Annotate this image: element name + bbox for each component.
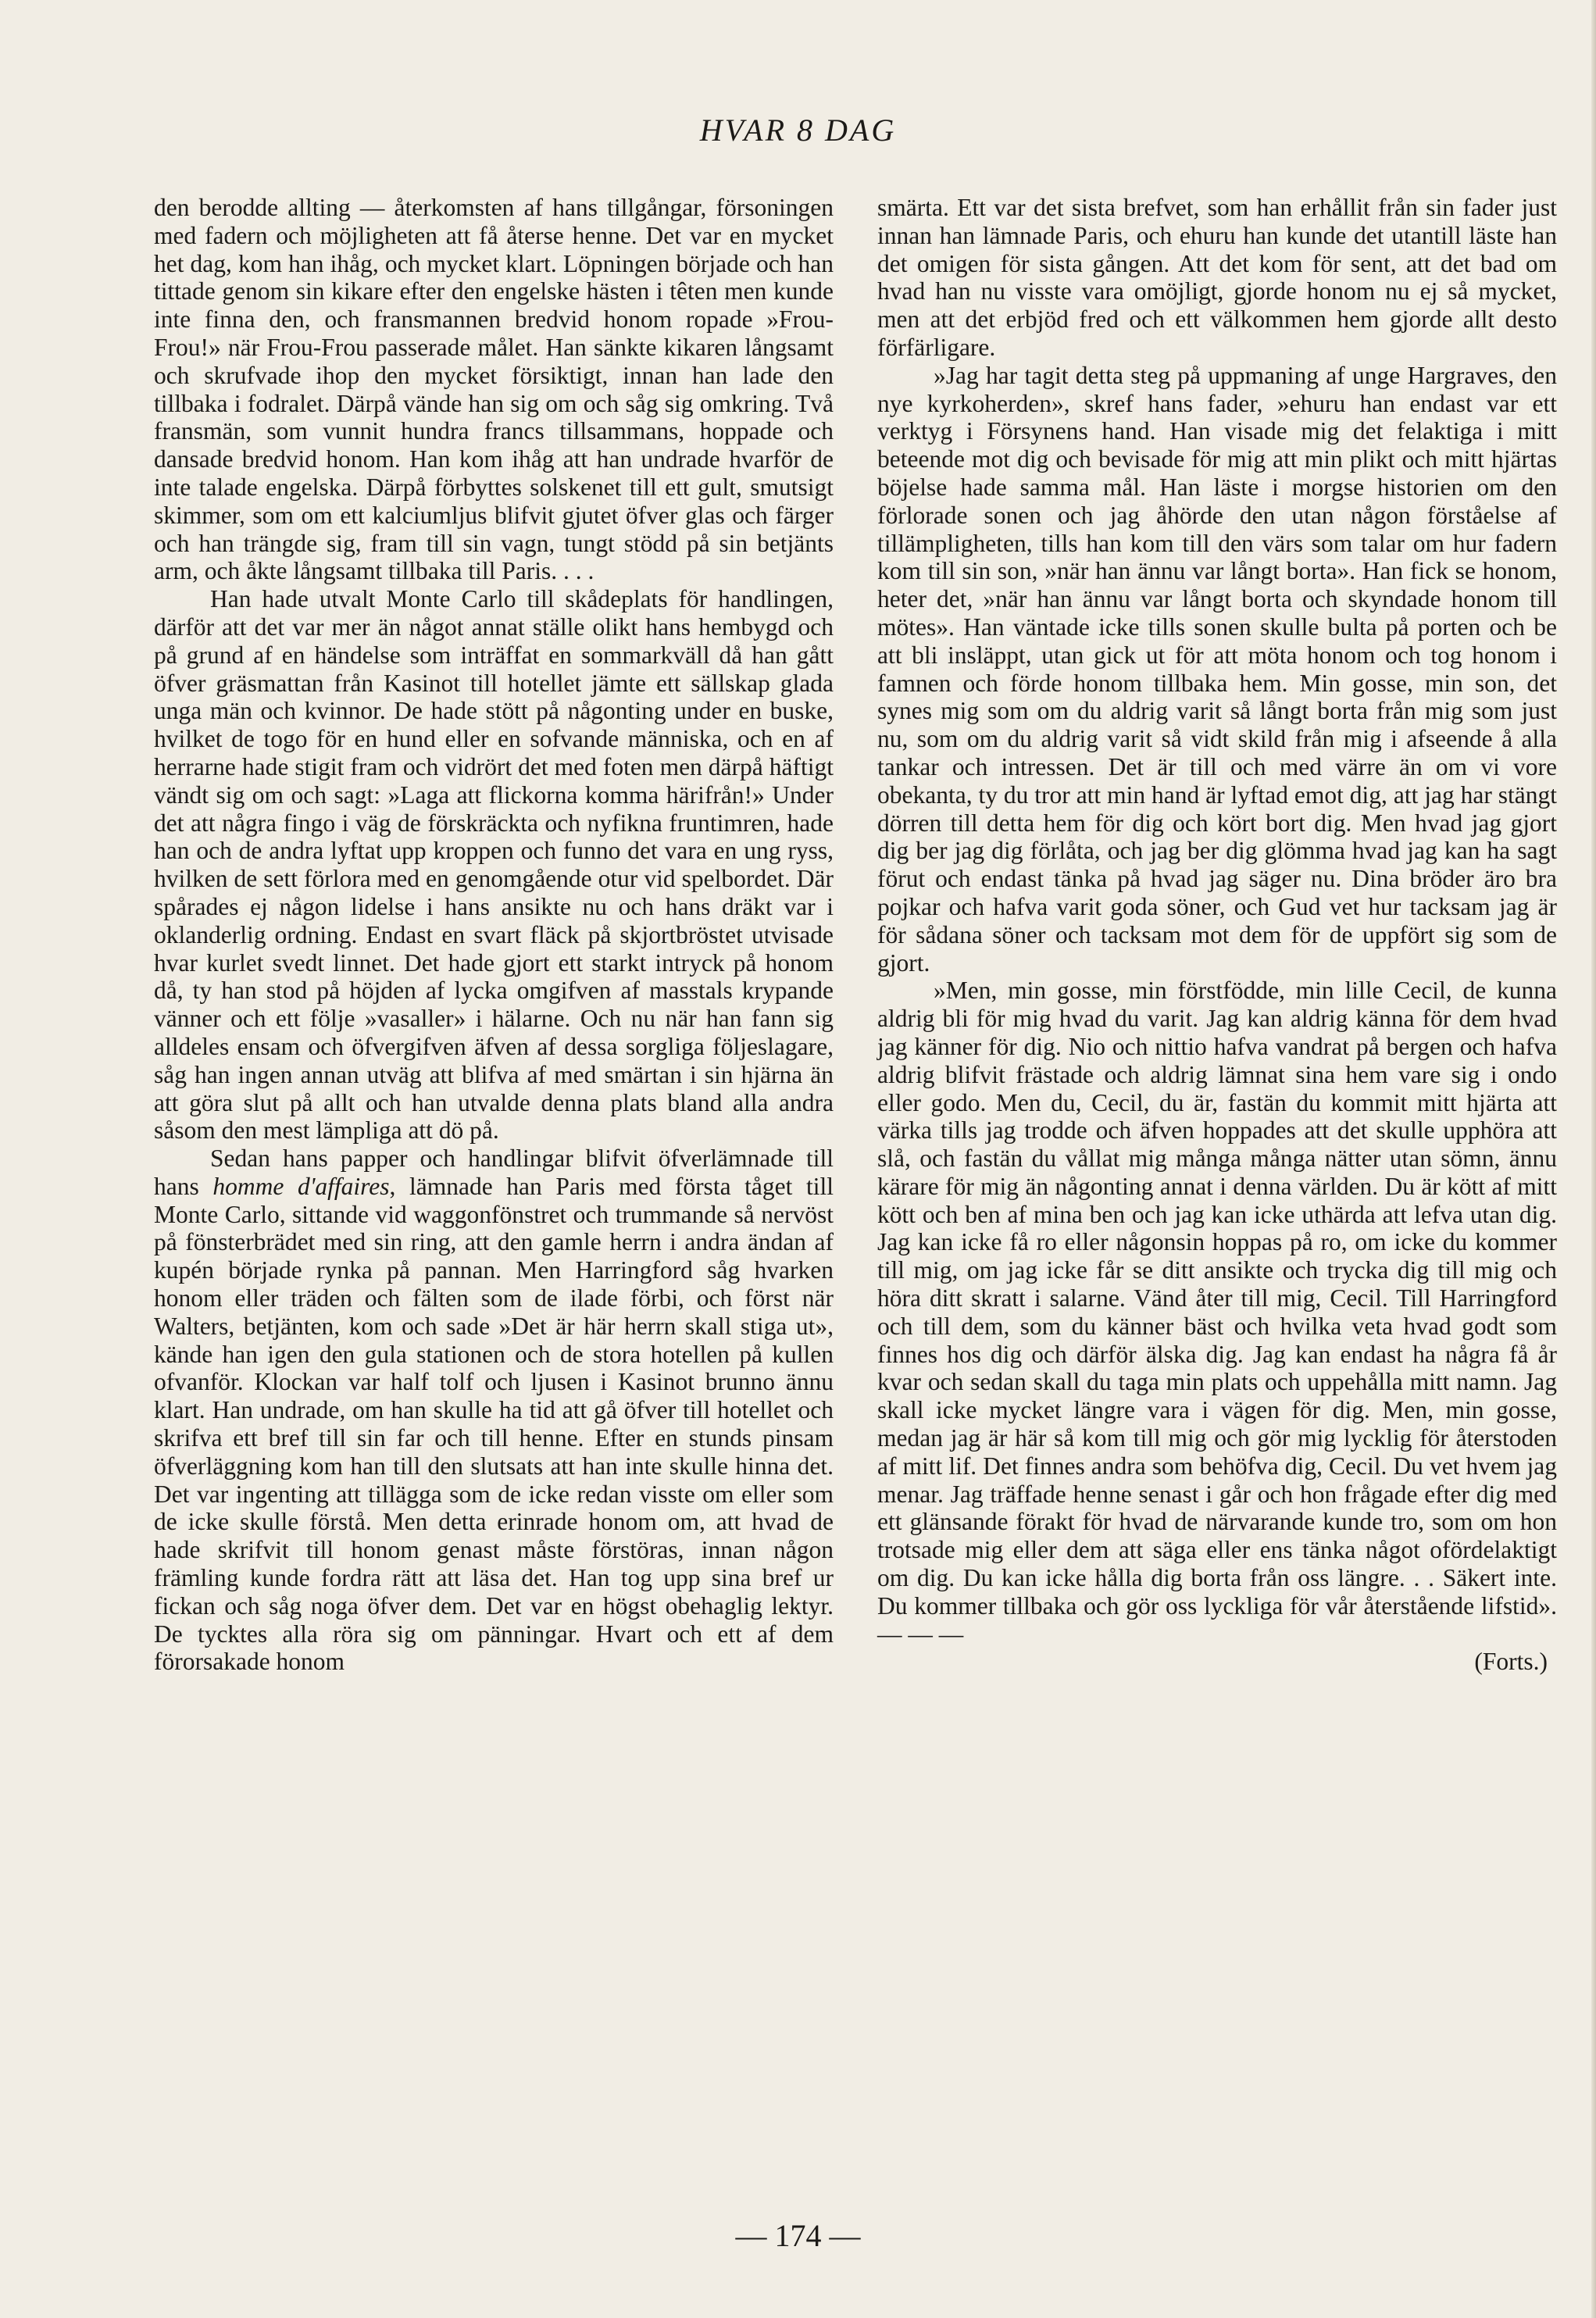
running-head: HVAR 8 DAG bbox=[699, 113, 897, 148]
left-column bbox=[154, 194, 834, 1676]
right-column bbox=[877, 194, 1557, 1676]
italic-phrase: homme d'affaires bbox=[212, 1172, 390, 1200]
page-number: — 174 — bbox=[735, 2218, 861, 2253]
paragraph-text: , lämnade han Paris med första tåget till Monte Carlo, sittande vid waggonfönstret och trummande så nervöst på fönsterbrädet med sin ring, att den gamle herrn i andra ändan af kupén började rynka på pannan. Men Harringford såg hvarken honom eller träden och fälten som de ilade förbi, och först när Walters, betjänten, kom och sade »Det är här herrn skall stiga ut», kände han igen den gula stationen och de stora hotellen på kullen ofvanför. Klockan var half tolf och ljusen i Kasinot brunno ännu klart. Han undrade, om han skulle ha tid att gå öfver till hotellet och skrifva ett bref till sin far och till henne. Efter en stunds pinsam öfverläggning kom han till den slutsats att han inte skulle hinna det. Det var ingenting att tillägga som de icke redan visste om eller som de icke skulle förstå. Men detta erinrade honom om, att hvad de hade skrifvit till honom genast måste förstöras, innan någon främling kunde fordra rätt att läsa det. Han tog upp sina bref ur fickan och såg noga öfver dem. Det var en högst obehaglig lektyr. De tycktes alla röra sig om pänningar. Hvart och ett af dem förorsakade honom bbox=[154, 1172, 834, 1676]
left-paragraph-1: den berodde allting — återkomsten af hans tillgångar, försoningen med fadern och möjligheten att få återse henne. Det var en mycket het dag, kom han ihåg, och mycket klart. Löpningen började och han tittade genom sin kikare efter den engelske hästen i têten men kunde inte finna den, och fransmannen bredvid honom ropade »Frou-Frou!» när Frou-Frou passerade målet. Han sänkte kikaren långsamt och skrufvade ihop den mycket försiktigt, innan han lade den tillbaka i fodralet. Därpå vände han sig om och såg sig omkring. Två fransmän, som vunnit hundra francs tillsammans, hoppade och dansade bredvid honom. Han kom ihåg att han undrade hvarför de inte talade engelska. Därpå förbyttes solskenet till ett gult, smutsigt skimmer, som om ett kalciumljus blifvit gjutet öfver glas och färger och han trängde sig, fram till sin vagn, tungt stödd på sin betjänts arm, och åkte långsamt tillbaka till Paris. . . . bbox=[154, 194, 834, 585]
continued-note: (Forts.) bbox=[1474, 1648, 1548, 1676]
left-paragraph-2: Han hade utvalt Monte Carlo till skådeplats för handlingen, därför att det var mer än något annat ställe olikt hans hembygd och på grund af en händelse som inträffat en sommarkväll då han gått öfver gräsmattan från Kasinot till hotellet jämte ett sällskap glada unga män och kvinnor. De hade stött på någonting under en buske, hvilket de togo för en hund eller en sofvande människa, och en af herrarne hade stigit fram och vidrört det med foten men därpå häftigt vändt sig om och sagt: »Laga att flickorna komma härifrån!» Under det att några fingo i väg de förskräckta och nyfikna fruntimren, hade han och de andra lyftat upp kroppen och funno det vara en ung ryss, hvilken de sett förlora med en genomgående otur vid spelbordet. Där spårades ej någon lidelse i hans ansikte nu och hans dräkt var i oklanderlig ordning. Endast en svart fläck på skjortbröstet utvisade hvar kurlet svedt linnet. Det hade gjort ett starkt intryck på honom då, ty han stod på höjden af lycka omgifven af masstals krypande vänner och ett följe »vasaller» i hälarne. Och nu när han fann sig alldeles ensam och öfvergifven äfven af dessa sorgliga följeslagare, såg han ingen annan utväg att blifva af med smärtan i sin hjärna än att göra slut på allt och han utvalde denna plats bland alla andra såsom den mest lämpliga att dö på. bbox=[154, 585, 834, 1145]
page-edge bbox=[1591, 0, 1596, 2318]
paragraph-text: Sedan hans papper och handlingar blifvit öfverlämnade till hans bbox=[154, 1145, 834, 1200]
left-paragraph-3 bbox=[154, 1145, 834, 1676]
right-paragraph-3: »Men, min gosse, min förstfödde, min lille Cecil, de kunna aldrig bli för mig hvad du varit. Jag kan aldrig känna för dem hvad jag känner för dig. Nio och nittio hafva vandrat på bergen och hafva aldrig blifvit frästade och aldrig lämnat sina hem vare sig i ondo eller godo. Men du, Cecil, du är, fastän du kommit mitt hjärta att värka tills jag trodde och äfven hoppades att det skulle upphöra att slå, och fastän du vållat mig många många nätter utan sömn, ännu kärare för mig än någonting annat i denna världen. Du är kött af mitt kött och ben af mina ben och jag kan icke uthärda att lefva utan dig. Jag kan icke få ro eller någonsin hoppas på ro, om icke du kommer till mig, om jag icke får se ditt ansikte och trycka dig till mig och höra ditt skratt i salarne. Vänd åter till mig, Cecil. Till Harringford och till dem, som du känner bäst och hvilka veta hvad godt som finnes hos dig och därför älska dig. Jag kan endast ha några få år kvar och sedan skall du taga min plats och uppehålla mitt namn. Jag skall icke mycket längre vara i vägen för dig. Men, min gosse, medan jag är här så kom till mig och gör mig lycklig för återstoden af mitt lif. Det finnes andra som behöfva dig, Cecil. Du vet hvem jag menar. Jag träffade henne senast i går och hon frågade efter dig med ett glänsande förakt för hvad de närvarande kunde tro, som om hon trotsade mig eller dem att säga eller ens tänka något ofördelaktigt om dig. Du kan icke hålla dig borta från oss längre. . . Säkert inte. Du kommer tillbaka och gör oss lyckliga för vår återstående lifstid». — — — bbox=[877, 977, 1557, 1648]
right-paragraph-1: smärta. Ett var det sista brefvet, som han erhållit från sin fader just innan han lämnade Paris, och ehuru han kunde det utantill läste han det omigen för sista gången. Att det kom för sent, att det bad om hvad han nu visste vara omöjligt, gjorde honom nu ej så mycket, men att det erbjöd fred och ett välkommen hem gjorde allt desto förfärligare. bbox=[877, 194, 1557, 361]
right-paragraph-2: »Jag har tagit detta steg på uppmaning af unge Hargraves, den nye kyrkoherden», skref hans fader, »ehuru han endast var ett verktyg i Försynens hand. Han visade mig det felaktiga i mitt beteende mot dig och bevisade för mig att min plikt och mitt hjärtas böjelse hade samma mål. Han läste i morgse historien om den förlorade sonen och jag åhörde den utan någon förståelse af tillämpligheten, tills han kom till den värs som talar om hur fadern kom till sin son, »när han ännu var långt borta». Han fick se honom, heter det, »när han ännu var långt borta och skyndade honom till mötes». Han väntade icke tills sonen skulle bulta på porten och be att bli insläppt, utan gick ut för att möta honom och tog honom i famnen och förde honom tillbaka hem. Min gosse, min son, det synes mig som om du aldrig varit så långt borta från mig som just nu, som om du aldrig varit så vidt skild från mig i afseende å alla tankar och intressen. Det är till och med värre än om vi vore obekanta, ty du tror att min hand är lyftad emot dig, att jag har stängt dörren till detta hem för dig och kört bort dig. Men hvad jag gjort dig ber jag dig förlåta, och jag ber dig glömma hvad jag kan ha sagt förut och endast tänka på hvad jag säger nu. Dina bröder äro bra pojkar och hafva varit goda söner, och Gud vet hur tacksam jag är för sådana söner och tacksam mot dem för de uppfört sig som de gjort. bbox=[877, 361, 1557, 977]
